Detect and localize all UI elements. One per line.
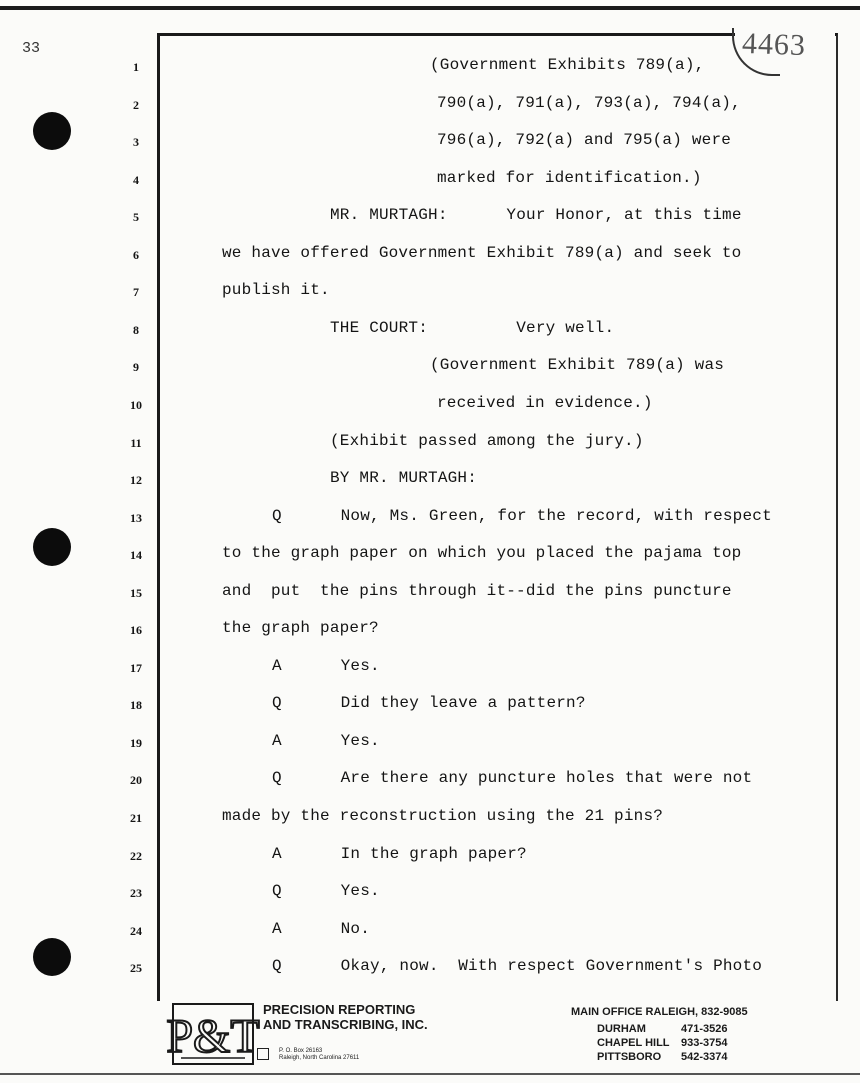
line-number: 21 <box>130 811 142 825</box>
line-number: 25 <box>130 961 142 976</box>
line-number: 7 <box>133 285 139 300</box>
line-number: 18 <box>130 698 142 713</box>
footer <box>157 998 837 1073</box>
line-number: 12 <box>130 473 142 488</box>
office-list <box>571 1006 751 1064</box>
line-number: 16 <box>130 623 142 638</box>
transcript-line: Q Okay, now. With respect Government's Photo <box>272 957 763 976</box>
line-number: 8 <box>133 322 139 337</box>
office-row <box>571 1050 751 1064</box>
transcript-line: marked for identification.) <box>437 168 702 187</box>
office-phone: 933-3754 <box>681 1037 728 1049</box>
company-line-2: AND TRANSCRIBING, INC. <box>263 1017 428 1032</box>
top-rule <box>0 6 860 10</box>
transcript-line: Q Now, Ms. Green, for the record, with respect <box>272 506 772 525</box>
transcript-line: made by the reconstruction using the 21 pins? <box>222 807 664 825</box>
transcript-line: THE COURT: Very well. <box>330 318 615 337</box>
transcript-line: A Yes. <box>272 656 380 675</box>
transcript-line: received in evidence.) <box>437 393 653 412</box>
checkbox-square <box>257 1048 269 1060</box>
line-number: 14 <box>130 548 142 563</box>
line-number: 4 <box>133 172 139 187</box>
transcript-line: and put the pins through it--did the pins puncture <box>222 581 732 600</box>
line-number: 2 <box>133 97 139 112</box>
line-number: 5 <box>133 210 139 225</box>
office-row <box>571 1036 751 1050</box>
transcript-line: (Government Exhibit 789(a) was <box>430 356 725 375</box>
transcript-line: A In the graph paper? <box>272 844 527 863</box>
line-number: 19 <box>130 735 142 750</box>
line-number: 22 <box>130 848 142 863</box>
transcript-line: A No. <box>272 919 371 938</box>
transcript-line: to the graph paper on which you placed the pajama top <box>222 544 742 563</box>
transcript-line: Q Did they leave a pattern? <box>272 694 586 713</box>
line-number: 15 <box>130 585 142 600</box>
line-number: 23 <box>130 886 142 901</box>
transcript-line: publish it. <box>222 281 330 300</box>
line-number: 1 <box>133 60 139 74</box>
punch-hole <box>33 112 71 150</box>
office-row <box>571 1022 751 1036</box>
punch-hole <box>33 528 71 566</box>
transcript-line: MR. MURTAGH: Your Honor, at this time <box>330 206 742 225</box>
transcript-line: A Yes. <box>272 731 380 750</box>
po-box-line-1: P. O. Box 26163 <box>279 1048 323 1054</box>
po-box-line-2: Raleigh, North Carolina 27611 <box>279 1055 360 1061</box>
transcript-line: (Exhibit passed among the jury.) <box>330 431 644 450</box>
office-phone: 542-3374 <box>681 1051 728 1063</box>
transcript-line: BY MR. MURTAGH: <box>330 469 478 488</box>
transcript-line: 790(a), 791(a), 793(a), 794(a), <box>437 93 741 112</box>
transcript-line: 796(a), 792(a) and 795(a) were <box>437 131 732 150</box>
office-phone: 471-3526 <box>681 1023 728 1035</box>
line-number: 13 <box>130 510 142 525</box>
line-number: 24 <box>130 923 142 938</box>
logo-lettering: P&T <box>166 1010 260 1063</box>
line-number: 6 <box>133 247 139 262</box>
page-number: 4463 <box>741 26 807 63</box>
transcript-line: Q Yes. <box>272 882 380 901</box>
po-box <box>279 1048 359 1062</box>
company-logo <box>166 1002 260 1066</box>
transcript-line: the graph paper? <box>222 619 379 638</box>
margin-mark: 33 <box>22 40 41 57</box>
company-line-1: PRECISION REPORTING <box>263 1002 416 1017</box>
transcript-line: (Government Exhibits 789(a), <box>430 56 705 74</box>
main-office: MAIN OFFICE RALEIGH, 832-9085 <box>571 1006 748 1018</box>
line-number: 10 <box>130 397 142 412</box>
line-number: 20 <box>130 773 142 788</box>
company-name <box>263 1002 428 1032</box>
line-number: 11 <box>130 435 142 450</box>
bottom-rule <box>0 1073 860 1075</box>
line-number: 3 <box>133 135 139 150</box>
punch-hole <box>33 938 71 976</box>
office-city: DURHAM <box>597 1023 646 1035</box>
transcript-line: we have offered Government Exhibit 789(a) and seek to <box>222 243 742 262</box>
line-number: 17 <box>130 660 142 675</box>
office-city: PITTSBORO <box>597 1051 662 1063</box>
line-number: 9 <box>133 360 139 375</box>
office-city: CHAPEL HILL <box>597 1037 670 1049</box>
transcript-line: Q Are there any puncture holes that were not <box>272 769 753 788</box>
